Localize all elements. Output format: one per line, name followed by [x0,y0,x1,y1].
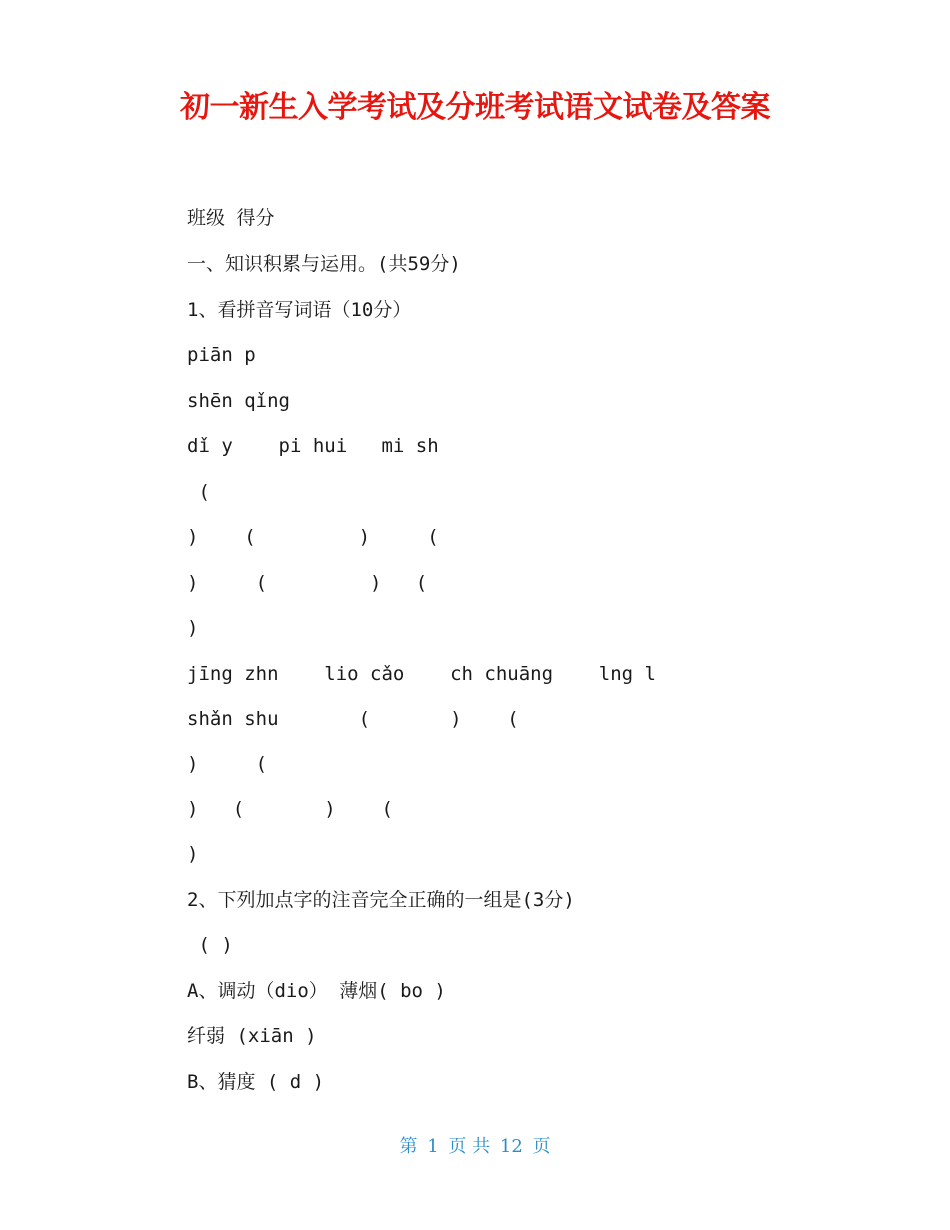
option-a-continuation: 纤弱 (xiān ) [187,1025,317,1047]
answer-bracket-line: ) [187,843,199,865]
pinyin-line: piān p [187,344,256,366]
question-2-heading: 2、下列加点字的注音完全正确的一组是(3分) [187,889,575,911]
answer-bracket-line: ( [187,481,210,503]
section-heading: 一、知识积累与运用。(共59分) [187,253,461,275]
pinyin-line: jīng zhn lio cǎo ch chuāng lng l [187,663,656,685]
pinyin-line: shǎn shu ( ) ( [187,708,519,730]
question-1-heading: 1、看拼音写词语（10分） [187,299,412,321]
footer-prefix: 第 [399,1136,418,1157]
answer-bracket-line: ) ( ) ( [187,572,428,594]
answer-bracket-line: ) ( [187,753,268,775]
document-title: 初一新生入学考试及分班考试语文试卷及答案 [180,90,770,125]
answer-bracket-line: ) [187,617,199,639]
page-footer [0,1134,950,1160]
class-score-line: 班级 得分 [187,207,275,229]
footer-suffix: 页 [532,1136,551,1157]
footer-middle: 页 共 [448,1136,491,1157]
pinyin-line: shēn qǐng [187,390,290,412]
answer-bracket-line: ( ) [187,934,233,956]
answer-bracket-line: ) ( ) ( [187,798,393,820]
footer-total-pages: 12 [499,1136,523,1157]
option-a-line: A、调动（dio） 薄烟( bo ) [187,980,446,1002]
pinyin-line: dǐ y pi hui mi sh [187,435,439,457]
answer-bracket-line: ) ( ) ( [187,526,439,548]
option-b-line: B、猜度 ( d ) [187,1071,325,1093]
footer-page-number: 1 [427,1136,439,1157]
